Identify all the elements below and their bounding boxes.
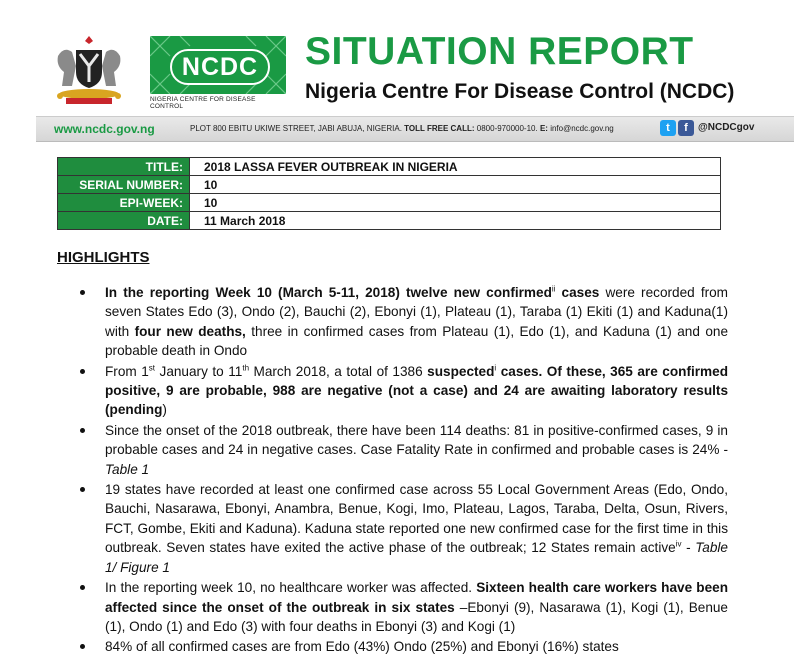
contact-bar [36, 116, 794, 142]
text-bold: cases. Of these, 365 are confirmed positive, 9 are probable, 988 are negative (not a case) and 24 are awaiting laboratory results (pending [105, 363, 728, 418]
table-row [58, 176, 721, 194]
row-label: TITLE: [58, 158, 190, 176]
address: PLOT 800 EBITU UKIWE STREET, JABI ABUJA, NIGERIA. [190, 124, 402, 133]
report-info-table [57, 157, 721, 230]
text: 84% of all confirmed cases are from Edo (43%) Ondo (25%) and Ebonyi (16%) states [105, 639, 619, 655]
text: were recorded from seven States Edo (3), Ondo (2), Bauchi (2), Ebonyi (1), Plateau (1), Taraba (1) Ekiti (1) and Kaduna(1) with [105, 285, 729, 339]
text: three in confirmed cases from Plateau (1), Edo (1), and Kaduna (1) and one probable death in Ondo [105, 323, 729, 359]
report-subtitle: Nigeria Centre For Disease Control (NCDC) [305, 80, 735, 103]
ordinal-suffix: st [148, 363, 156, 373]
website-link[interactable]: www.ncdc.gov.ng [54, 122, 155, 136]
row-label: SERIAL NUMBER: [58, 176, 190, 194]
footnote-ref: iv [675, 539, 682, 549]
text: ) [162, 402, 167, 418]
row-label: DATE: [58, 212, 190, 230]
row-value: 2018 LASSA FEVER OUTBREAK IN NIGERIA [190, 158, 721, 176]
table-row [58, 158, 721, 176]
ordinal-suffix: th [242, 363, 250, 373]
text: January to 11 [155, 363, 243, 379]
text: –Ebonyi (9), Nasarawa (1), Kogi (1), Benue (1), Ondo (1) and Edo (3) with four deaths in Ebonyi (3) and Kogi (1) [105, 599, 728, 634]
logo-caption: NIGERIA CENTRE FOR DISEASE CONTROL [150, 96, 256, 110]
social-handle[interactable]: @NCDCgov [698, 122, 755, 133]
table-reference: Table 1 [105, 461, 150, 477]
text: In the reporting week 10, no healthcare worker was affected. [105, 580, 477, 596]
table-row [58, 212, 721, 230]
footnote-ref: ii [551, 284, 556, 294]
highlights-list [76, 283, 728, 658]
email-link[interactable]: info@ncdc.gov.ng [550, 124, 614, 133]
logo-text: NCDC [170, 49, 270, 85]
figure-reference: Table 1/ Figure 1 [105, 540, 728, 575]
row-value: 11 March 2018 [190, 212, 721, 230]
text-bold: four new deaths, [134, 323, 246, 339]
text: - [681, 540, 696, 556]
text: From 1 [105, 363, 149, 379]
row-label: EPI-WEEK: [58, 194, 190, 212]
text: 19 states have recorded at least one confirmed case across 55 Local Government Areas (Edo, Ondo, Bauchi, Nasarawa, Ebonyi, Anambra, Benue, Kogi, Imo, Plateau, Lagos, Taraba, Delta, Osun, Rivers, FCT, Gombe, Ekiti and Kaduna). Kaduna state reported one new confirmed case for the first time in this outbreak. Seven states have exited the active phase of the outbreak; 12 States remain active [105, 482, 728, 556]
list-item [76, 637, 728, 656]
list-item [76, 421, 728, 479]
email-label: E: [539, 124, 548, 133]
tollfree-number: 0800-970000-10. [476, 124, 538, 133]
row-value: 10 [190, 194, 721, 212]
list-item [76, 283, 728, 361]
report-title: SITUATION REPORT [305, 30, 694, 73]
text-bold: In the reporting Week 10 (March 5-11, 2018) twelve new confirmed [105, 285, 552, 300]
coat-of-arms-icon [50, 34, 128, 106]
twitter-icon[interactable]: t [660, 120, 676, 136]
text-bold: cases [555, 285, 600, 300]
facebook-icon[interactable]: f [678, 120, 694, 136]
list-item [76, 578, 728, 636]
table-row [58, 194, 721, 212]
address-line [190, 124, 614, 133]
text-bold: Sixteen health care workers have been affected since the onset of the outbreak in six states [105, 580, 728, 615]
report-header [0, 0, 794, 114]
list-item [76, 480, 728, 577]
ncdc-logo [150, 36, 286, 94]
row-value: 10 [190, 176, 721, 194]
text: March 2018, a total of 1386 [249, 363, 428, 379]
highlights-heading: HIGHLIGHTS [57, 249, 150, 266]
text-bold: suspected [427, 363, 495, 379]
footnote-ref: i [494, 363, 497, 373]
tollfree-label: TOLL FREE CALL: [404, 124, 475, 133]
list-item [76, 362, 728, 420]
social-icons [660, 120, 694, 136]
text: Since the onset of the 2018 outbreak, there have been 114 deaths: 81 in positive-confirmed cases, 9 in probable cases and 24 in negative cases. Case Fatality Rate in confirmed and probable cases is 24% - [105, 422, 728, 458]
